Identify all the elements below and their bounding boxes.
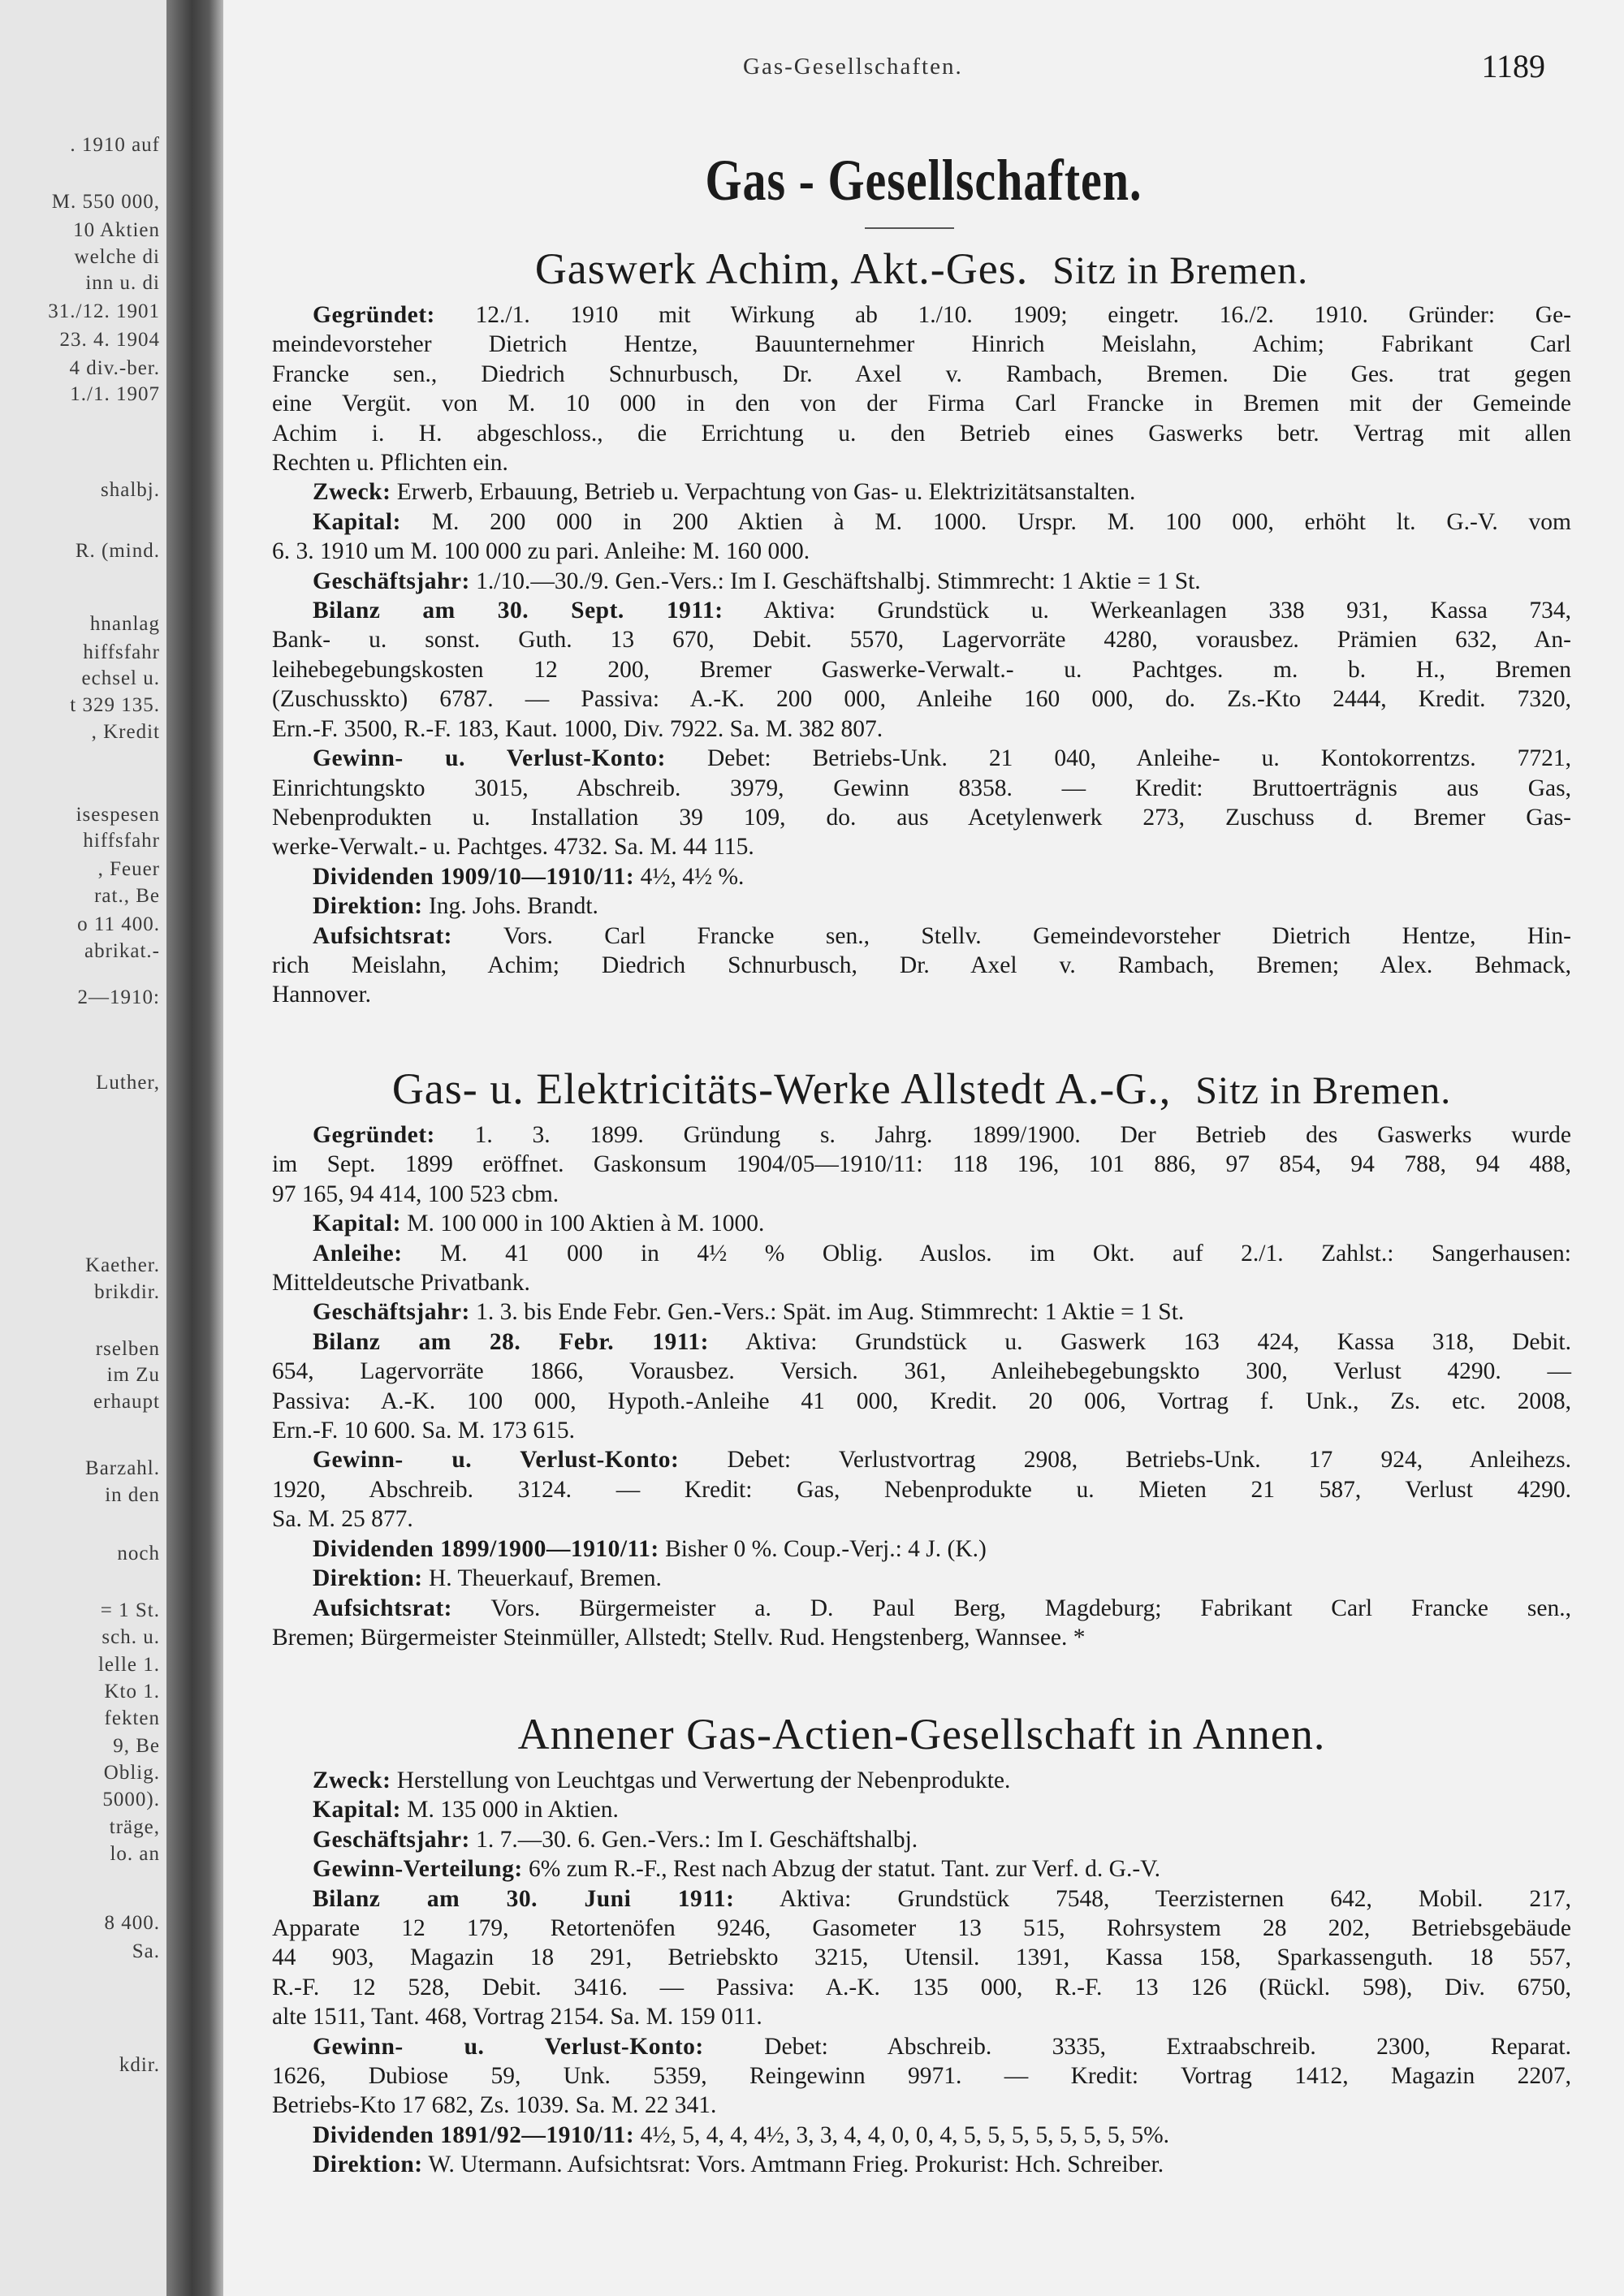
left-page-text: o 11 400.: [77, 913, 160, 935]
text-line: [272, 596, 1571, 625]
text-line: [272, 477, 1571, 507]
company-seat: Sitz in Bremen.: [1195, 1069, 1452, 1112]
field-label: Gewinn- u. Verlust-Konto:: [313, 2033, 704, 2060]
text-line: [272, 862, 1571, 891]
left-page-text: brikdir.: [94, 1281, 160, 1303]
text-line: [272, 1564, 1571, 1593]
text-line: [272, 832, 1571, 861]
field-label: Dividenden 1899/1900—1910/11:: [313, 1535, 659, 1562]
company-heading: [272, 244, 1571, 294]
text-line: [272, 774, 1571, 803]
section-title: Gas - Gesellschaften.: [705, 146, 1142, 214]
company-seat: Sitz in Bremen.: [1052, 249, 1309, 292]
field-text: Aktiva: Grundstück u. Werkeanlagen 338 931, Kassa 734,: [723, 598, 1571, 624]
field-text: 1. 3. 1899. Gründung s. Jahrg. 1899/1900. Der Betrieb des Gaswerks wurde: [434, 1122, 1571, 1148]
field-text: Debet: Verlustvortrag 2908, Betriebs-Unk. 17 924, Anleihezs.: [679, 1447, 1571, 1474]
left-page-text: hiffsfahr: [83, 641, 160, 663]
field-text: 1626, Dubiose 59, Unk. 5359, Reingewinn 9971. — Kredit: Vortrag 1412, Magazin 2207,: [272, 2063, 1571, 2090]
left-page-text: lelle 1.: [97, 1654, 160, 1676]
field-text: W. Utermann. Aufsichtsrat: Vors. Amtmann Frieg. Prokurist: Hch. Schreiber.: [422, 2151, 1164, 2178]
text-line: [272, 1914, 1571, 1943]
text-line: [272, 389, 1571, 418]
field-text: werke-Verwalt.- u. Pachtges. 4732. Sa. M. 44 115.: [272, 834, 754, 861]
text-line: [272, 360, 1571, 389]
field-label: Direktion:: [313, 893, 423, 920]
text-line: [272, 1504, 1571, 1534]
field-text: Debet: Betriebs-Unk. 21 040, Anleihe- u. Kontokorrentzs. 7721,: [665, 745, 1571, 772]
text-line: [272, 1357, 1571, 1386]
left-page-text: t 329 135.: [70, 694, 160, 716]
field-text: rich Meislahn, Achim; Diedrich Schnurbusch, Dr. Axel v. Rambach, Bremen; Alex. Behmack,: [272, 952, 1571, 978]
field-text: Ing. Johs. Brandt.: [422, 893, 598, 920]
text-line: [272, 1766, 1571, 1795]
text-line: [272, 419, 1571, 448]
field-label: Geschäftsjahr:: [313, 1299, 470, 1326]
field-text: 4½, 5, 4, 4, 4½, 3, 3, 4, 4, 0, 0, 4, 5, 5, 5, 5, 5, 5, 5, 5%.: [634, 2121, 1170, 2148]
section-divider: [865, 227, 954, 229]
text-line: [272, 1445, 1571, 1474]
text-line: [272, 655, 1571, 684]
field-label: Kapital:: [313, 1211, 401, 1237]
field-text: Aktiva: Grundstück u. Gaswerk 163 424, Kassa 318, Debit.: [709, 1328, 1571, 1355]
left-page-text: noch: [117, 1543, 160, 1564]
field-label: Gewinn-Verteilung:: [313, 1856, 523, 1883]
field-text: Achim i. H. abgeschloss., die Errichtung u. den Betrieb eines Gaswerks betr. Vertrag mit allen: [272, 420, 1571, 447]
field-text: 4½, 4½ %.: [634, 863, 745, 890]
field-text: (Zuschusskto) 6787. — Passiva: A.-K. 200 000, Anleihe 160 000, do. Zs.-Kto 2444, Kredit. 7320,: [272, 686, 1571, 713]
company-body: [272, 1120, 1571, 1652]
text-line: [272, 330, 1571, 359]
left-page-text: Sa.: [132, 1940, 160, 1962]
field-label: Kapital:: [313, 1797, 401, 1823]
field-label: Zweck:: [313, 1767, 391, 1793]
text-line: [272, 951, 1571, 980]
field-text: Herstellung von Leuchtgas und Verwertung der Nebenprodukte.: [391, 1767, 1011, 1793]
text-line: [272, 1475, 1571, 1504]
field-text: R.-F. 12 528, Debit. 3416. — Passiva: A.-K. 135 000, R.-F. 13 126 (Rückl. 598), Div. 6750,: [272, 1974, 1571, 2000]
company-name: Annener Gas-Actien-Gesellschaft in Annen.: [517, 1710, 1326, 1759]
left-page-text: abrikat.-: [84, 940, 160, 962]
left-page-text: 2—1910:: [77, 986, 160, 1008]
field-label: Geschäftsjahr:: [313, 1826, 470, 1853]
text-line: [272, 2121, 1571, 2150]
field-label: Dividenden 1909/10—1910/11:: [313, 863, 635, 890]
text-line: [272, 1943, 1571, 1972]
left-page-text: echsel u.: [81, 667, 160, 689]
text-line: [272, 507, 1571, 537]
company-body: [272, 1766, 1571, 2180]
field-text: Einrichtungskto 3015, Abschreib. 3979, Gewinn 8358. — Kredit: Bruttoerträgnis aus Gas,: [272, 775, 1571, 801]
field-text: Ern.-F. 3500, R.-F. 183, Kaut. 1000, Div. 7922. Sa. M. 382 807.: [272, 715, 883, 742]
text-line: [272, 2002, 1571, 2031]
field-text: 1920, Abschreib. 3124. — Kredit: Gas, Nebenprodukte u. Mieten 21 587, Verlust 4290.: [272, 1476, 1571, 1503]
company-entry-allstedt: [272, 1064, 1571, 1652]
field-label: Aufsichtsrat:: [313, 1595, 453, 1621]
field-text: M. 41 000 in 4½ % Oblig. Auslos. im Okt. auf 2./1. Zahlst.: Sangerhausen:: [402, 1240, 1571, 1267]
field-text: Betriebs-Kto 17 682, Zs. 1039. Sa. M. 22 341.: [272, 2092, 717, 2119]
field-text: 97 165, 94 414, 100 523 cbm.: [272, 1180, 559, 1207]
field-label: Gewinn- u. Verlust-Konto:: [313, 1447, 680, 1474]
left-page-text: = 1 St.: [100, 1599, 160, 1621]
field-text: Mitteldeutsche Privatbank.: [272, 1270, 530, 1297]
text-line: [272, 537, 1571, 566]
left-page-text: Kaether.: [85, 1254, 160, 1276]
field-text: 1./10.—30./9. Gen.-Vers.: Im I. Geschäftshalbj. Stimmrecht: 1 Aktie = 1 St.: [469, 568, 1201, 594]
field-label: Geschäftsjahr:: [313, 568, 470, 594]
field-text: Erwerb, Erbauung, Betrieb u. Verpachtung von Gas- u. Elektrizitätsanstalten.: [391, 479, 1136, 506]
left-page-text: Oblig.: [103, 1762, 160, 1784]
company-entry-annen: [272, 1709, 1571, 2180]
text-line: [272, 1854, 1571, 1884]
company-entry-achim: [272, 244, 1571, 1010]
page: [223, 0, 1624, 2296]
field-text: 6. 3. 1910 um M. 100 000 zu pari. Anleihe: M. 160 000.: [272, 538, 810, 565]
text-line: [272, 1594, 1571, 1623]
field-text: 44 903, Magazin 18 291, Betriebskto 3215, Utensil. 1391, Kassa 158, Sparkassenguth. 18 557,: [272, 1944, 1571, 1971]
text-line: [272, 1884, 1571, 1914]
text-line: [272, 2150, 1571, 2179]
field-label: Bilanz am 30. Sept. 1911:: [313, 598, 723, 624]
left-page-text: in den: [105, 1484, 160, 1506]
left-page-text: Barzahl.: [85, 1457, 160, 1479]
text-line: [272, 803, 1571, 832]
left-page-text: sch. u.: [102, 1626, 160, 1648]
left-page-text: rselben: [95, 1338, 160, 1360]
field-label: Gegründet:: [313, 1122, 435, 1148]
field-text: Vors. Carl Francke sen., Stellv. Gemeindevorsteher Dietrich Hentze, Hin-: [452, 922, 1571, 949]
text-line: [272, 1973, 1571, 2002]
text-line: [272, 567, 1571, 596]
field-text: M. 200 000 in 200 Aktien à M. 1000. Urspr. M. 100 000, erhöht lt. G.-V. vom: [400, 508, 1571, 535]
left-page-text: 9, Be: [113, 1735, 160, 1757]
left-page-text: träge,: [109, 1816, 160, 1838]
text-line: [272, 1416, 1571, 1445]
field-text: H. Theuerkauf, Bremen.: [422, 1565, 662, 1592]
field-label: Gegründet:: [313, 302, 435, 328]
text-line: [272, 744, 1571, 773]
field-text: Francke sen., Diedrich Schnurbusch, Dr. Axel v. Rambach, Bremen. Die Ges. trat gegen: [272, 360, 1571, 387]
left-page-text: kdir.: [119, 2054, 160, 2076]
company-heading: [272, 1709, 1571, 1759]
field-label: Zweck:: [313, 479, 391, 506]
left-page-text: fekten: [104, 1707, 160, 1729]
field-text: 12./1. 1910 mit Wirkung ab 1./10. 1909; eingetr. 16./2. 1910. Gründer: Ge-: [434, 302, 1571, 328]
field-label: Direktion:: [313, 1565, 423, 1592]
text-line: [272, 921, 1571, 951]
left-page-text: 5000).: [102, 1789, 160, 1810]
page-number: 1189: [1481, 48, 1545, 84]
left-page-text: R. (mind.: [75, 540, 160, 562]
text-line: [272, 1327, 1571, 1357]
left-page-text: rat., Be: [94, 885, 160, 907]
text-line: [272, 2091, 1571, 2120]
left-page-text: M. 550 000,: [51, 191, 160, 213]
left-page-text: erhaupt: [93, 1391, 160, 1413]
left-page-text: lo. an: [110, 1843, 160, 1865]
text-line: [272, 980, 1571, 1009]
field-text: Apparate 12 179, Retortenöfen 9246, Gasometer 13 515, Rohrsystem 28 202, Betriebsgebäude: [272, 1915, 1571, 1942]
left-page-text: 31./12. 1901: [48, 300, 160, 322]
left-page-text: Kto 1.: [104, 1681, 160, 1703]
text-line: [272, 1209, 1571, 1238]
text-line: [272, 1180, 1571, 1209]
text-line: [272, 1795, 1571, 1824]
company-body: [272, 300, 1571, 1010]
left-page-text: 23. 4. 1904: [59, 329, 160, 351]
field-label: Kapital:: [313, 508, 401, 535]
field-text: Bisher 0 %. Coup.-Verj.: 4 J. (K.): [659, 1535, 987, 1562]
field-label: Aufsichtsrat:: [313, 922, 453, 949]
field-text: im Sept. 1899 eröffnet. Gaskonsum 1904/05—1910/11: 118 196, 101 886, 97 854, 94 788, 94 488,: [272, 1151, 1571, 1178]
field-label: Dividenden 1891/92—1910/11:: [313, 2121, 635, 2148]
field-text: Debet: Abschreib. 3335, Extraabschreib. 2300, Reparat.: [703, 2033, 1571, 2060]
field-text: Bremen; Bürgermeister Steinmüller, Allstedt; Stellv. Rud. Hengstenberg, Wannsee. *: [272, 1624, 1086, 1651]
company-heading: [272, 1064, 1571, 1114]
left-page-fragment: [0, 0, 166, 2296]
left-page-text: . 1910 auf: [70, 134, 160, 156]
left-page-text: 10 Aktien: [73, 219, 160, 241]
left-page-text: 8 400.: [104, 1912, 160, 1934]
field-text: Bank- u. sonst. Guth. 13 670, Debit. 5570, Lagervorräte 4280, vorausbez. Prämien 632, An-: [272, 627, 1571, 654]
field-text: Sa. M. 25 877.: [272, 1506, 413, 1533]
company-name: Gas- u. Elektricitäts-Werke Allstedt A.-G.,: [391, 1064, 1172, 1113]
field-text: Passiva: A.-K. 100 000, Hypoth.-Anleihe 41 000, Kredit. 20 006, Vortrag f. Unk., Zs. etc. 2008,: [272, 1388, 1571, 1414]
text-line: [272, 1239, 1571, 1268]
field-text: Hannover.: [272, 982, 372, 1008]
text-line: [272, 300, 1571, 330]
left-page-text: 4 div.-ber.: [69, 357, 160, 379]
text-line: [272, 1120, 1571, 1150]
field-label: Bilanz am 28. Febr. 1911:: [313, 1328, 709, 1355]
field-text: M. 135 000 in Aktien.: [400, 1797, 619, 1823]
field-text: 6% zum R.-F., Rest nach Abzug der statut. Tant. zur Verf. d. G.-V.: [522, 1856, 1161, 1883]
left-page-text: welche di: [74, 246, 160, 268]
field-label: Anleihe:: [313, 1240, 403, 1267]
field-text: eine Vergüt. von M. 10 000 in den von der Firma Carl Francke in Bremen mit der Gemeinde: [272, 391, 1571, 417]
left-page-text: Luther,: [96, 1072, 160, 1094]
text-line: [272, 1297, 1571, 1327]
text-line: [272, 1387, 1571, 1416]
left-page-text: shalbj.: [101, 479, 160, 501]
left-page-text: inn u. di: [85, 272, 160, 294]
left-page-text: isespesen: [76, 804, 160, 826]
field-label: Direktion:: [313, 2151, 423, 2178]
text-line: [272, 448, 1571, 477]
text-line: [272, 714, 1571, 744]
left-page-text: hnanlag: [89, 613, 160, 635]
field-text: Vors. Bürgermeister a. D. Paul Berg, Magdeburg; Fabrikant Carl Francke sen.,: [452, 1595, 1571, 1621]
text-line: [272, 1825, 1571, 1854]
text-line: [272, 2032, 1571, 2061]
company-name: Gaswerk Achim, Akt.-Ges.: [534, 244, 1029, 293]
left-page-text: hiffsfahr: [83, 830, 160, 852]
text-line: [272, 1150, 1571, 1179]
field-text: M. 100 000 in 100 Aktien à M. 1000.: [400, 1211, 765, 1237]
book-gutter: [166, 0, 223, 2296]
field-text: Rechten u. Pflichten ein.: [272, 450, 508, 477]
left-page-text: im Zu: [106, 1364, 160, 1386]
running-head: Gas-Gesellschaften.: [743, 54, 963, 80]
field-text: Aktiva: Grundstück 7548, Teerzisternen 642, Mobil. 217,: [734, 1885, 1571, 1912]
left-page-text: , Feuer: [97, 858, 160, 880]
field-text: 1. 3. bis Ende Febr. Gen.-Vers.: Spät. im Aug. Stimmrecht: 1 Aktie = 1 St.: [469, 1299, 1185, 1326]
text-line: [272, 1623, 1571, 1652]
left-page-text: , Kredit: [91, 721, 160, 743]
field-label: Gewinn- u. Verlust-Konto:: [313, 745, 666, 772]
field-text: Ern.-F. 10 600. Sa. M. 173 615.: [272, 1418, 575, 1444]
field-text: 1. 7.—30. 6. Gen.-Vers.: Im I. Geschäftshalbj.: [469, 1826, 918, 1853]
field-text: meindevorsteher Dietrich Hentze, Bauunternehmer Hinrich Meislahn, Achim; Fabrikant Carl: [272, 331, 1571, 358]
field-text: Nebenprodukten u. Installation 39 109, do. aus Acetylenwerk 273, Zuschuss d. Bremer Gas-: [272, 804, 1571, 831]
field-text: 654, Lagervorräte 1866, Vorausbez. Versich. 361, Anleihebegebungskto 300, Verlust 4290. —: [272, 1358, 1571, 1385]
left-page-text: 1./1. 1907: [70, 383, 160, 405]
text-line: [272, 1534, 1571, 1564]
text-line: [272, 891, 1571, 921]
field-text: alte 1511, Tant. 468, Vortrag 2154. Sa. M. 159 011.: [272, 2004, 762, 2031]
text-line: [272, 1268, 1571, 1297]
text-line: [272, 2061, 1571, 2091]
field-text: leihebegebungskosten 12 200, Bremer Gaswerke-Verwalt.- u. Pachtges. m. b. H., Bremen: [272, 656, 1571, 683]
field-label: Bilanz am 30. Juni 1911:: [313, 1885, 735, 1912]
text-line: [272, 625, 1571, 654]
text-line: [272, 684, 1571, 714]
